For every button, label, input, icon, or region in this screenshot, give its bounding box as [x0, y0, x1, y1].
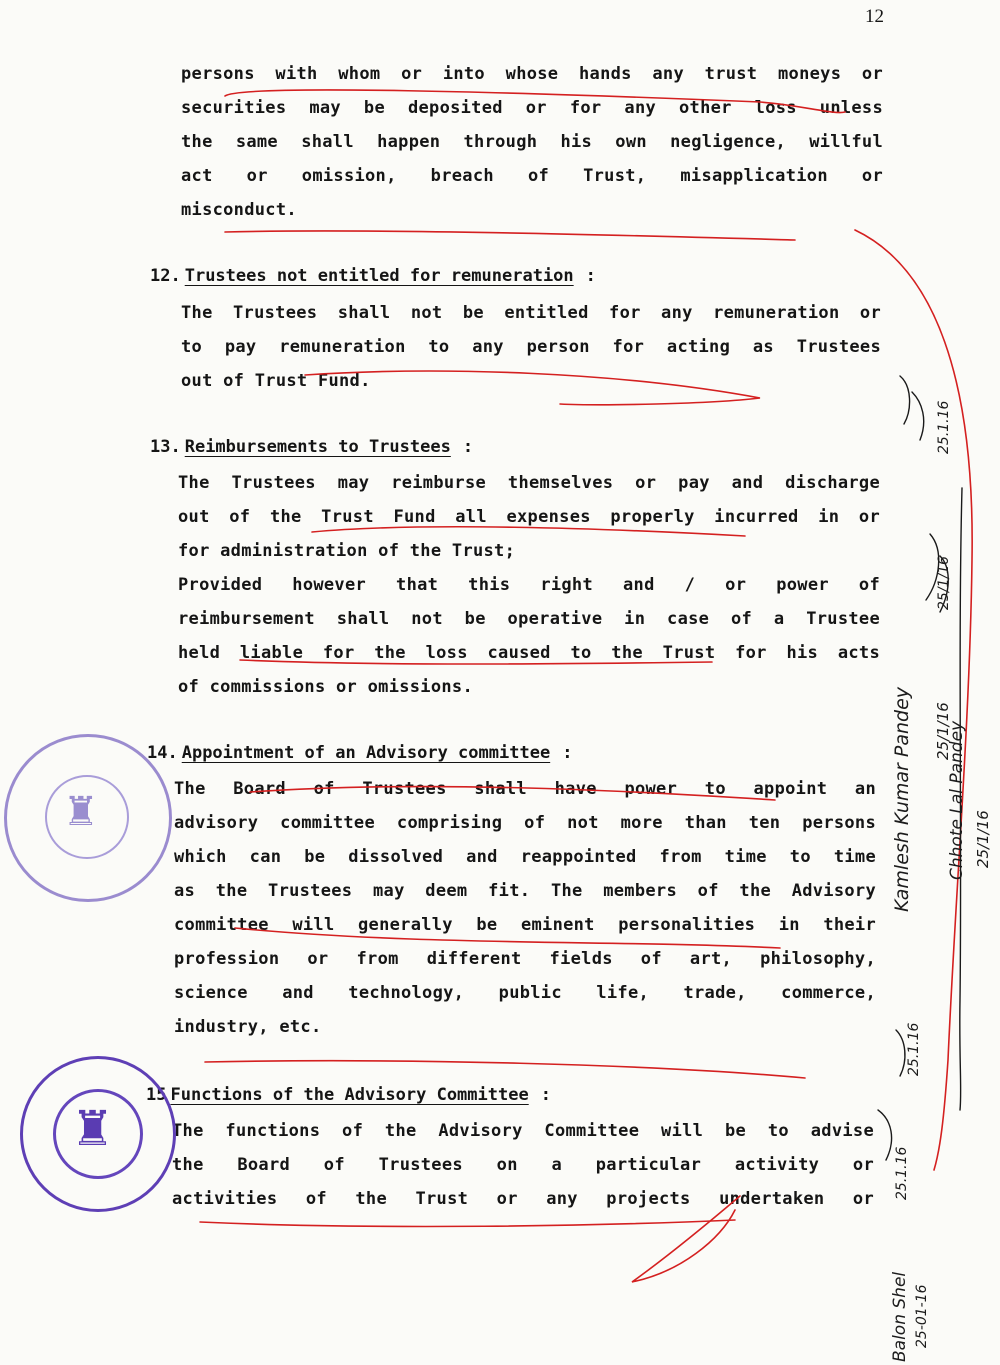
section-15-title: Functions of the Advisory Committee [170, 1085, 529, 1105]
emblem-icon-2: ♜ [71, 1101, 115, 1157]
section-13-line-7: of commissions or omissions. [178, 677, 473, 697]
signature-scribble-3 [896, 1030, 905, 1076]
section-15-line-3: activities of the Trust or any projects undertaken or [172, 1189, 874, 1209]
section-12-line-1: The Trustees shall not be entitled for any remuneration or [181, 303, 881, 323]
section-13-line-3: for administration of the Trust; [178, 541, 516, 561]
section-13-line-1: The Trustees may reimburse themselves or pay and discharge [178, 473, 880, 493]
section-13-line-2: out of the Trust Fund all expenses properly incurred in or [178, 507, 880, 527]
official-seal-stamp [4, 734, 172, 902]
red-underline-4 [312, 527, 745, 536]
red-underline-3 [305, 371, 760, 405]
signature-texts [890, 400, 992, 1362]
black-margin-marks [878, 376, 962, 1160]
section-15-line-2: the Board of Trustees on a particular activity or [172, 1155, 874, 1175]
page-number: 12 [865, 6, 884, 27]
section-15-line-1: The functions of the Advisory Committee will be to advise [172, 1121, 874, 1141]
intro-line-5: misconduct. [181, 200, 297, 220]
emblem-icon: ♜ [63, 789, 99, 835]
section-14-colon: : [562, 743, 573, 763]
initials-date-4: 25/1/16 [936, 556, 952, 610]
section-14-line-3: which can be dissolved and reappointed from time to time [174, 847, 876, 867]
section-13-line-4: Provided however that this right and / or power of [178, 575, 880, 595]
official-seal-stamp-2 [20, 1056, 176, 1212]
section-14-line-2: advisory committee comprising of not more than ten persons [174, 813, 876, 833]
section-14-line-5: committee will generally be eminent personalities in their [174, 915, 876, 935]
section-13-line-5: reimbursement shall not be operative in case of a Trustee [178, 609, 880, 629]
section-13-title: Reimbursements to Trustees [184, 437, 451, 457]
section-12-line-3: out of Trust Fund. [181, 371, 371, 391]
signature-balon-shel-date: 25-01-16 [914, 1284, 930, 1348]
initials-date-3: 25.1.16 [894, 1146, 910, 1200]
intro-line-1: persons with whom or into whose hands any trust moneys or [181, 64, 883, 84]
signature-kamlesh-date: 25/1/16 [934, 702, 952, 760]
signature-scribble-1 [900, 376, 924, 440]
section-15-heading [146, 1084, 551, 1106]
black-margin-line [960, 488, 962, 1110]
section-15-number: 15 [146, 1085, 167, 1105]
signature-chhote-lal: Chhote Lal Pandey [947, 720, 967, 880]
signature-scribble-4 [878, 1110, 892, 1160]
signature-chhote-lal-date: 25/1/16 [974, 810, 992, 868]
section-15-colon: : [540, 1085, 551, 1105]
section-12-colon: : [585, 266, 596, 286]
section-14-line-1: The Board of Trustees shall have power to appoint an [174, 779, 876, 799]
section-13-heading [150, 436, 473, 458]
section-12-number: 12. [150, 266, 181, 286]
red-underline-8 [205, 1061, 805, 1078]
section-12-line-2: to pay remuneration to any person for acting as Trustees [181, 337, 881, 357]
section-14-line-4: as the Trustees may deem fit. The members of the Advisory [174, 881, 876, 901]
section-13-line-6: held liable for the loss caused to the Trust for his acts [178, 643, 880, 663]
section-12-title: Trustees not entitled for remuneration [184, 266, 574, 286]
intro-line-2: securities may be deposited or for any other loss unless [181, 98, 883, 118]
red-underline-2 [225, 231, 795, 240]
signature-scribble-2 [926, 534, 948, 612]
initials-date-1: 25.1.16 [936, 400, 952, 454]
red-margin-line [855, 230, 972, 1170]
intro-line-4: act or omission, breach of Trust, misapplication or [181, 166, 883, 186]
section-14-line-8: industry, etc. [174, 1017, 322, 1037]
signature-kamlesh: Kamlesh Kumar Pandey [891, 686, 913, 912]
section-14-title: Appointment of an Advisory committee [181, 743, 551, 763]
initials-date-2: 25.1.16 [906, 1022, 922, 1076]
section-12-heading [150, 265, 596, 287]
section-13-number: 13. [150, 437, 181, 457]
signature-balon-shel: Balon Shel [890, 1271, 910, 1362]
section-14-line-7: science and technology, public life, trade, commerce, [174, 983, 876, 1003]
red-underline-9 [200, 1220, 735, 1226]
section-13-colon: : [462, 437, 474, 457]
section-14-heading [147, 742, 572, 764]
section-14-number: 14. [147, 743, 178, 763]
intro-line-3: the same shall happen through his own negligence, willful [181, 132, 883, 152]
section-14-line-6: profession or from different fields of art, philosophy, [174, 949, 876, 969]
